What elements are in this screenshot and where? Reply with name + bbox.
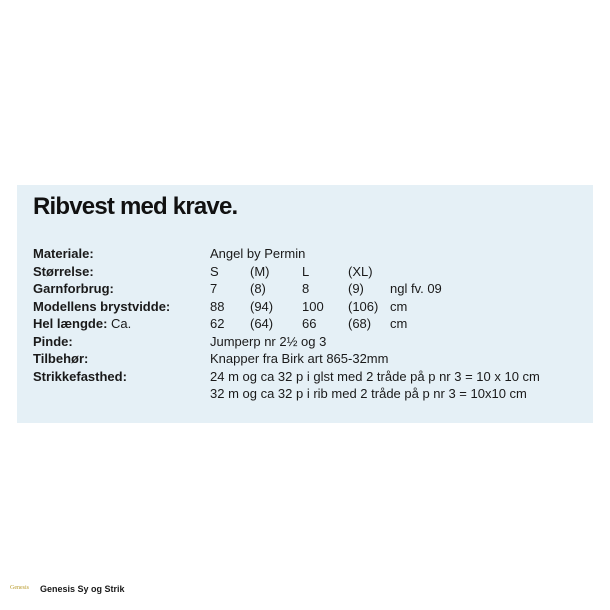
row-label: Modellens brystvidde: bbox=[33, 298, 171, 314]
cell: 7 bbox=[210, 281, 218, 296]
cell: 66 bbox=[302, 316, 317, 331]
row-label: Strikkefasthed: bbox=[33, 368, 127, 384]
cell: 8 bbox=[302, 281, 310, 296]
size-l: L bbox=[302, 263, 310, 279]
row-value: Knapper fra Birk art 865-32mm bbox=[210, 351, 389, 366]
pattern-title: Ribvest med krave. bbox=[33, 193, 238, 220]
row-label: Pinde: bbox=[33, 333, 73, 349]
pattern-info-panel bbox=[17, 185, 593, 423]
row-label: Materiale: bbox=[33, 246, 94, 261]
unit: cm bbox=[390, 298, 408, 314]
cell: (8) bbox=[250, 281, 266, 296]
genesis-logo: Genesis bbox=[10, 585, 29, 591]
size-s: S bbox=[210, 263, 219, 279]
size-xl: (XL) bbox=[348, 263, 373, 279]
brand-name: Genesis Sy og Strik bbox=[40, 584, 125, 594]
row-value: 32 m og ca 32 p i rib med 2 tråde på p nr 3 = 10x10 cm bbox=[210, 386, 527, 401]
size-m: (M) bbox=[250, 263, 270, 279]
cell: (94) bbox=[250, 298, 274, 314]
row-value: 24 m og ca 32 p i glst med 2 tråde på p nr 3 = 10 x 10 cm bbox=[210, 368, 540, 384]
unit: cm bbox=[390, 316, 408, 331]
row-label: Tilbehør: bbox=[33, 351, 89, 366]
row-value: Angel by Permin bbox=[210, 246, 306, 261]
cell: (106) bbox=[348, 298, 379, 314]
row-value: Jumperp nr 2½ og 3 bbox=[210, 333, 327, 349]
row-label: Størrelse: bbox=[33, 263, 94, 279]
cell: (64) bbox=[250, 316, 274, 331]
cell: (9) bbox=[348, 281, 364, 296]
cell: 100 bbox=[302, 298, 324, 314]
cell: 62 bbox=[210, 316, 225, 331]
cell: 88 bbox=[210, 298, 225, 314]
label-suffix: Ca. bbox=[111, 316, 132, 331]
label-text: Hel længde: bbox=[33, 316, 108, 331]
row-label bbox=[33, 315, 131, 332]
cell: (68) bbox=[348, 316, 372, 331]
unit: ngl fv. 09 bbox=[390, 281, 442, 296]
row-label: Garnforbrug: bbox=[33, 281, 114, 296]
